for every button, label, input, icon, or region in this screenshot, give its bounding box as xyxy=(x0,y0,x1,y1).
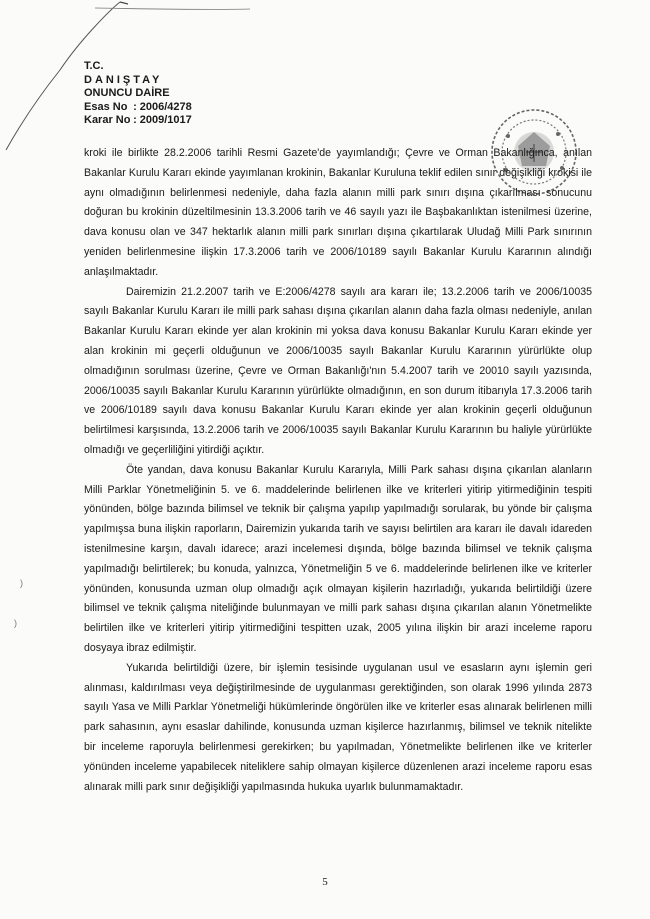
document-header xyxy=(84,60,192,128)
esas-number-row xyxy=(84,101,192,115)
margin-artifact: ) xyxy=(14,618,17,628)
country-label: T.C. xyxy=(84,60,104,72)
margin-artifact: ) xyxy=(20,578,23,588)
karar-label: Karar No xyxy=(84,114,131,126)
paragraph-2: Dairemizin 21.2.2007 tarih ve E:2006/4278 sayılı ara kararı ile; 13.2.2006 tarih ve 2006/10035 sayılı Bakanlar Kurulu Kararı ile milli park sahası dışına çıkarılan alanın daha fazla olması nedeniyle, anılan Bakanlar Kurulu Kararı ekinde yer alan krokinin mi yoksa dava konusu Bakanlar Kurulu Kararı ekinde yer alan krokinin mi geçerli olduğunun ve 2006/10035 sayılı Bakanlar Kurulu Kararının yürürlükte olup olmadığının sorulması üzerine, Çevre ve Orman Bakanlığı'nın 5.4.2007 tarih ve 20010 sayılı yazısında, 2006/10035 sayılı Bakanlar Kurulu Kararının yürürlükte olmadığının, en son durum itibarıyla 17.3.2006 tarih ve 2006/10189 sayılı dava konusu Bakanlar Kurulu Kararı ekinde yer alan krokinin geçerli olduğunun belirtilmesi karşısında, 13.2.2006 tarih ve 2006/10035 sayılı Bakanlar Kurulu Kararının bu haliyle yürürlükte olmadığı ve geçerliliğini yitirdiği açıktır. xyxy=(84,285,592,456)
document-body xyxy=(84,144,592,797)
paragraph-1: kroki ile birlikte 28.2.2006 tarihli Resmi Gazete'de yayımlandığı; Çevre ve Orman Bakanlığınca, anılan Bakanlar Kurulu Kararı ekinde yayımlanan krokinin, Bakanlar Kuruluna teklif edilen sınır değişikliği krokisi ile aynı olmadığının belirlenmesi nedeniyle, daha fazla alanın milli park sınırı dışına çıkarılması sonucunu doğuran bu krokinin düzeltilmesinin 13.3.2006 tarih ve 46 sayılı yazı ile Başbakanlıktan istenilmesi üzerine, dava konusu olan ve 347 hektarlık alanın milli park sınırları dışına çıkartılarak Uludağ Milli Park sınırının yeniden belirlenmesine ilişkin 17.3.2006 tarih ve 2006/10189 sayılı Bakanlar Kurulu Kararının alındığı anlaşılmaktadır. xyxy=(84,147,592,278)
paragraph-3: Öte yandan, dava konusu Bakanlar Kurulu Kararıyla, Milli Park sahası dışına çıkarılan alanların Milli Parklar Yönetmeliğinin 5. ve 6. maddelerinde belirlenen ilke ve kriterleri yitirip yitirmediğinin tespiti yönünden, bölge bazında bilimsel ve teknik bir çalışma yapılıp yapılmadığı sorularak, bu yönde bir çalışma yapılmışsa buna ilişkin raporların, Dairemizin yukarıda tarih ve sayısı belirtilen ara kararı ile davalı idareden istenilmesine karşın, davalı idarece; arazi incelemesi dışında, bölge bazında bilimsel ve teknik çalışma yapılmadığı belirtilerek; bu konuda, yalnızca, Yönetmeliğin 5 ve 6. maddelerinde belirlenen ilke ve kriterler yönünden, konusunda uzman olup olmadığı açık olmayan kişilerin hazırladığı, yukarıda belirtildiği üzere bilimsel ve teknik çalışma niteliğinde bulunmayan ve milli park sahası dışına çıkarılan alanın Yönetmelikte belirtilen ilke ve kriterleri yitirip yitirmediğini tespitten uzak, 2005 yılına ilişkin bir arazi inceleme raporu dosyaya ibraz edilmiştir. xyxy=(84,463,592,654)
esas-value: : 2006/4278 xyxy=(133,100,192,113)
karar-value: : 2009/1017 xyxy=(133,114,192,126)
esas-label: Esas No xyxy=(84,100,128,113)
chamber-name: ONUNCU DAİRE xyxy=(84,87,170,99)
paragraph-4: Yukarıda belirtildiği üzere, bir işlemin tesisinde uygulanan usul ve esasların aynı işlemin geri alınması, kaldırılması veya değiştirilmesinde de uygulanması gerektiğinden, son olarak 1996 yılında 2873 sayılı Yasa ve Milli Parklar Yönetmeliği hükümlerinde öngörülen ilke ve kriterler esas alınarak belirlenen milli park sahasının, aynı esaslar dahilinde, konusunda uzman kişilerce hazırlanmış, bilimsel ve teknik nitelikte bir inceleme raporuyla belirlenmesi gerekirken; bu yapılmadan, Yönetmelikte belirlenen ilke ve kriterler yönünden inceleme yapabilecek niteliklere sahip olmayan kişilerce düzenlenen arazi inceleme raporu esas alınarak milli park sınır değişikliği yapılmasında hukuka uyarlık bulunmamaktadır. xyxy=(84,661,592,793)
court-name: DANIŞTAY xyxy=(84,73,163,86)
page-number: 5 xyxy=(322,876,328,888)
karar-number-row xyxy=(84,114,192,128)
